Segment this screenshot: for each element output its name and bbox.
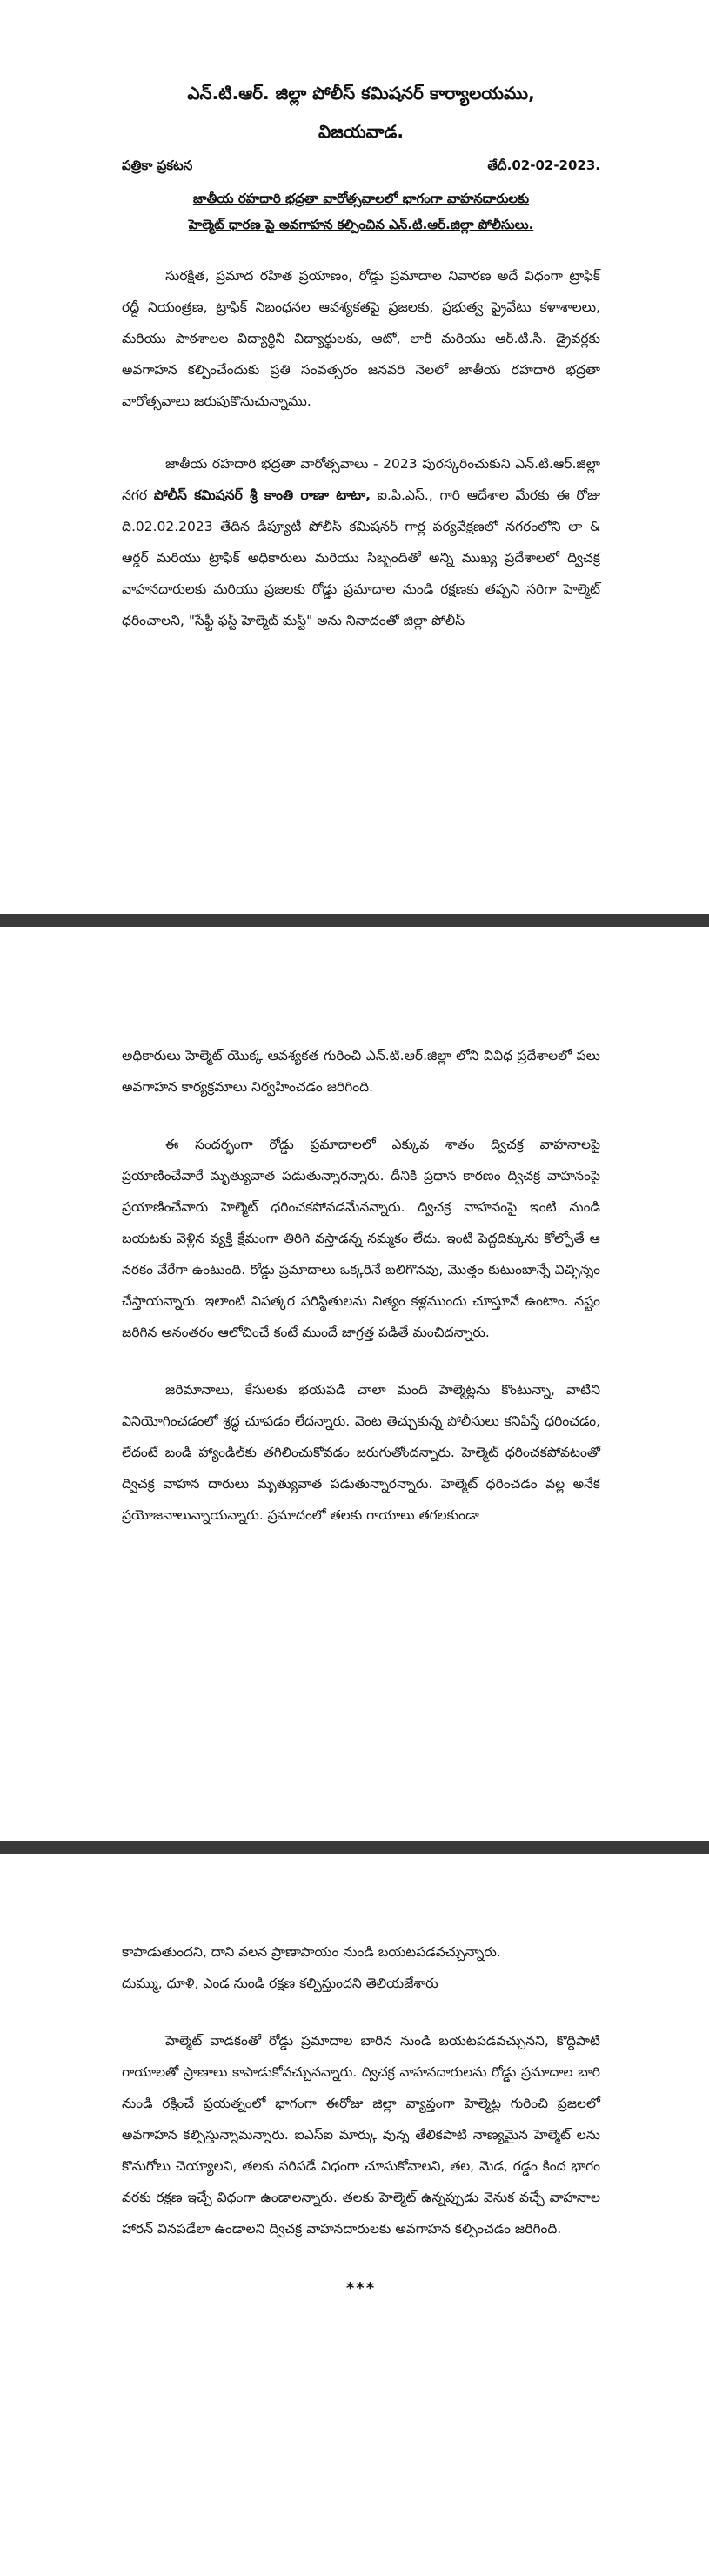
date-label: తేదీ.02-02-2023.: [487, 158, 600, 173]
paragraph-1: సురక్షిత, ప్రమాద రహిత ప్రయాణం, రోడ్డు ప్రమాదాల నివారణ అదే విధంగా ట్రాఫిక్ రద్దీ నియంత్రణ, ట్రాఫిక్ నిబంధనల ఆవశ్యకతపై ప్రజలకు, ప్రభుత్వ ప్రైవేటు కళాశాలలు, మరియు పాఠశాలల విద్యార్ధినీ విద్యార్థులకు, ఆటో, లారీ మరియు ఆర్.టి.సి. డ్రైవర్లకు అవగాహన కల్పించేందుకు ప్రతి సంవత్సరం జనవరి నెలలో జాతీయ రహదారి భద్రతా వారోత్సవాలు జరుపుకొనుచున్నాము.: [122, 268, 600, 409]
end-marker: ***: [345, 2279, 377, 2298]
paragraph-4: ఈ సందర్భంగా రోడ్డు ప్రమాదాలలో ఎక్కువ శాతం ద్విచక్ర వాహనాలపై ప్రయాణించేవారే మృత్యువాత పడుతున్నారన్నారు. దీనికి ప్రధాన కారణం ద్విచక్ర వాహనంపై ప్రయాణించేవారు హెల్మెట్ ధరించకపోవడమేనన్నారు. ద్విచక్ర వాహనంపై ఇంటి నుండి బయటకు వెళ్లిన వ్యక్తి క్షేమంగా తిరిగి వస్తాడన్న నమ్మకం లేదు. ఇంటి పెద్దదిక్కును కోల్పోతే ఆ నరకం వేరేగా ఉంటుంది. రోడ్డు ప్రమాదాలు ఒక్కరినే బలిగొనవు, మొత్తం కుటుంబాన్నే విచ్ఛిన్నం చేస్తాయన్నారు. ఇలాంటి విపత్కర పరిస్థితులను నిత్యం కళ్లముందు చూస్తూనే ఉంటాం. నష్టం జరిగిన అనంతరం ఆలోచించే కంటే ముందే జాగ్రత్త పడితే మంచిదన్నారు.: [122, 1137, 600, 1340]
commissioner-name: పోలీస్ కమిషనర్ శ్రీ కాంతి రాణా టాటా,: [153, 487, 371, 503]
page-separator-1: [0, 914, 709, 927]
paragraph-6-line-1: కాపాడుతుందని, దాని వలన ప్రాణాపాయం నుండి బయటపడవచ్చున్నారు.: [122, 1944, 501, 1960]
subject-line-2: హెల్మెట్ ధారణ పై అవగాహన కల్పించిన ఎన్.టి.ఆర్.జిల్లా పోలీసులు.: [188, 217, 534, 232]
paragraph-2: [122, 448, 600, 636]
press-release-label: పత్రికా ప్రకటన: [122, 158, 193, 173]
subject-line-1: జాతీయ రహదారి భద్రతా వారోత్సవాలలో భాగంగా వాహనదారులకు: [192, 191, 530, 206]
document-page-1: [0, 0, 709, 914]
page-2-content: [122, 1040, 600, 1531]
document-page-3: [0, 1854, 709, 2576]
meta-row: [122, 158, 600, 177]
paragraph-6-line-2: దుమ్ము, ధూళి, ఎండ నుండి రక్షణ కల్పిస్తుందని తెలియజేశారు: [122, 1976, 438, 1991]
paragraph-3: అధికారులు హెల్మెట్ యొక్క ఆవశ్యకత గురించి ఎన్.టి.ఆర్.జిల్లా లోని వివిధ ప్రదేశాలలో పలు అవగాహన కార్యక్రమాలు నిర్వహించడం జరిగింది.: [122, 1048, 600, 1095]
paragraph-5: జరిమానాలు, కేసులకు భయపడి చాలా మంది హెల్మెట్లను కొంటున్నా, వాటిని వినియోగించడంలో శ్రద్ధ చూపడం లేదన్నారు. వెంట తెచ్చుకున్న పోలీసులు కనిపిస్తే ధరించడం, లేదంటే బండి హ్యాండిల్‌కు తగిలించుకోవడం జరుగుతోందన్నారు. హెల్మెట్ ధరించకపోవటంతో ద్విచక్ర వాహన దారులు మృత్యువాత పడుతున్నారన్నారు. హెల్మెట్ ధరించడం వల్ల అనేక ప్రయోజనాలున్నాయన్నారు. ప్రమాదంలో తలకు గాయాలు తగలకుండా: [122, 1382, 600, 1523]
page-3-content: [122, 1936, 600, 2298]
subject-block: [122, 185, 600, 238]
paragraph-2-text-b: ఐ.పి.ఎస్., గారి ఆదేశాల మేరకు ఈ రోజు ది.02.02.2023 తేదిన డిప్యూటీ పోలీస్ కమిషనర్ గార్ల పర్యవేక్షణలో నగరంలోని లా & ఆర్డర్ మరియు ట్రాఫిక్ అధికారులు మరియు సిబ్బందితో అన్ని ముఖ్య ప్రదేశాలలో ద్విచక్ర వాహనదారులకు మరియు ప్రజలకు రోడ్డు ప్రమాదాల నుండి రక్షణకు తప్పని సరిగా హెల్మెట్ ధరించాలని, "సేఫ్టీ ఫస్ట్ హెల్మెట్ మస్ట్" అను నినాదంతో జిల్లా పోలీస్: [122, 487, 601, 628]
document-page-2: [0, 927, 709, 1841]
paragraph-7: హెల్మెట్ వాడకంతో రోడ్డు ప్రమాదాల బారిన నుండి బయటపడవచ్చునని, కొద్దిపాటి గాయాలతో ప్రాణాలు కాపాడుకోవచ్చునన్నారు. ద్విచక్ర వాహనదారులను రోడ్డు ప్రమాదాల బారి నుండి రక్షించే ప్రయత్నంలో భాగంగా ఈరోజు జిల్లా వ్యాప్తంగా హెల్మెట్ల గురించి ప్రజలలో అవగాహన కల్పిస్తున్నామన్నారు. ఐఎస్ఐ మార్కు వున్న తేలికపాటి నాణ్యమైన హెల్మెట్ లను కొనుగోలు చెయ్యాలని, తలకు సరిపడే విధంగా చూసుకోవాలని, తల, మెడ, గడ్డం కింద భాగం వరకు రక్షణ ఇచ్చే విధంగా ఉండాలన్నారు. తలకు హెల్మెట్ ఉన్నప్పుడు వెనుక వచ్చే వాహనాల హారన్ వినపడేలా ఉండాలని ద్విచక్ర వాహనదారులకు అవగాహన కల్పించడం జరిగింది.: [122, 2033, 600, 2237]
page-1-content: [122, 74, 600, 636]
page-separator-2: [0, 1841, 709, 1854]
paragraph-2-text-a: జాతీయ రహదారి భద్రతా వారోత్సవాలు - 2023 పురస్కరించుకుని ఎన్.టి.ఆర్.జిల్లా నగర: [122, 456, 600, 503]
office-city: విజయవాడ.: [318, 121, 404, 142]
office-title: ఎన్.టి.ఆర్. జిల్లా పోలీస్ కమిషనర్ కార్యాలయము,: [187, 83, 535, 104]
